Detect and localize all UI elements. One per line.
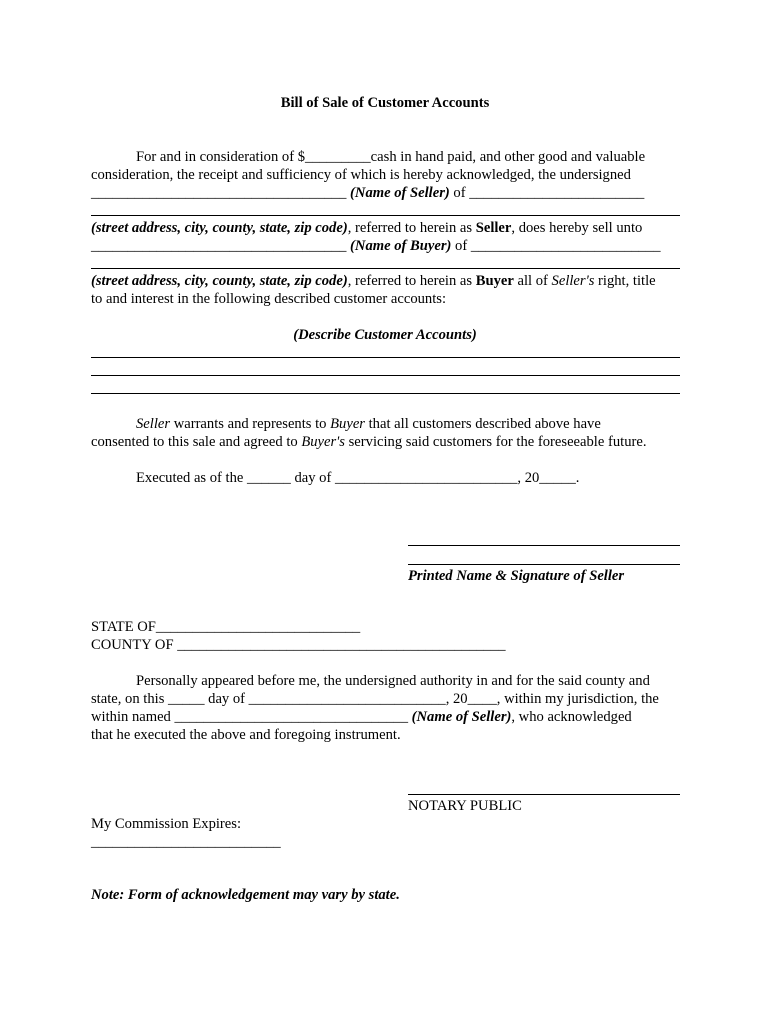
executed-line: Executed as of the ______ day of _________________________, 20_____.	[136, 470, 580, 486]
acknowledgement-note: Note: Form of acknowledgement may vary by state.	[91, 887, 400, 903]
seller-of-blank: of ________________________	[449, 185, 645, 201]
warrants-tail: that all customers described above have	[364, 416, 601, 432]
buyer-name-blank: ___________________________________	[91, 238, 351, 254]
buyers-term: Buyer's	[301, 434, 345, 450]
servicing-text: servicing said customers for the foreseeable future.	[344, 434, 647, 450]
commission-expires-blank: __________________________	[91, 834, 281, 850]
warrants-line-2	[91, 433, 646, 451]
buyer-term: Buyer	[475, 273, 514, 289]
appeared-line-1: Personally appeared before me, the undersigned authority in and for the said county and	[136, 673, 650, 689]
buyer-of-blank: of __________________________	[451, 238, 661, 254]
consideration-line-1: For and in consideration of $_________cash in hand paid, and other good and valuable	[136, 149, 646, 165]
accounts-rule-1	[91, 357, 680, 358]
state-of-line: STATE OF____________________________	[91, 619, 361, 635]
seller-name-line	[91, 184, 644, 202]
warrants-seller-term: Seller	[136, 416, 171, 432]
appeared-line-2: state, on this _____ day of ___________________________, 20____, within my jurisdiction, the	[91, 691, 659, 707]
document-title: Bill of Sale of Customer Accounts	[280, 95, 490, 111]
seller-term: Seller	[475, 220, 512, 236]
buyer-name-label: (Name of Buyer)	[350, 238, 452, 254]
appeared-line-4: that he executed the above and foregoing instrument.	[91, 727, 401, 743]
notary-signature-rule	[408, 794, 680, 795]
warrants-buyer-term: Buyer	[330, 416, 365, 432]
seller-address-rule	[91, 215, 680, 216]
seller-address-line	[91, 219, 642, 237]
buyer-address-text: , referred to herein as	[347, 273, 476, 289]
appeared-seller-label: (Name of Seller)	[411, 709, 512, 725]
warrants-line-1	[136, 415, 601, 433]
seller-signature-rule-1	[408, 545, 680, 546]
consideration-line-2: consideration, the receipt and sufficiency of which is hereby acknowledged, the undersigned	[91, 167, 631, 183]
appeared-line-3	[91, 708, 632, 726]
buyer-address-line	[91, 272, 656, 290]
seller-address-text: , referred to herein as	[347, 220, 476, 236]
seller-name-blank: ___________________________________	[91, 185, 351, 201]
buyer-name-line	[91, 237, 661, 255]
sellers-term: Seller's	[551, 273, 595, 289]
seller-sell-text: , does hereby sell unto	[511, 220, 643, 236]
buyer-address-label: (street address, city, county, state, zip code)	[91, 273, 348, 289]
accounts-rule-2	[91, 375, 680, 376]
county-of-line: COUNTY OF _____________________________________________	[91, 637, 506, 653]
within-named-text: within named ________________________________	[91, 709, 412, 725]
seller-address-label: (street address, city, county, state, zip code)	[91, 220, 348, 236]
seller-signature-label: Printed Name & Signature of Seller	[408, 568, 625, 584]
interest-line: to and interest in the following described customer accounts:	[91, 291, 447, 307]
describe-accounts-label: (Describe Customer Accounts)	[293, 327, 477, 343]
all-of-text: all of	[513, 273, 552, 289]
notary-public-label: NOTARY PUBLIC	[408, 798, 522, 814]
seller-name-label: (Name of Seller)	[350, 185, 450, 201]
consented-text: consented to this sale and agreed to	[91, 434, 302, 450]
warrants-text: warrants and represents to	[170, 416, 331, 432]
commission-expires-label: My Commission Expires:	[91, 816, 241, 832]
seller-signature-rule-2	[408, 564, 680, 565]
right-title-text: right, title	[594, 273, 656, 289]
buyer-address-rule	[91, 268, 680, 269]
accounts-rule-3	[91, 393, 680, 394]
acknowledged-text: , who acknowledged	[511, 709, 632, 725]
